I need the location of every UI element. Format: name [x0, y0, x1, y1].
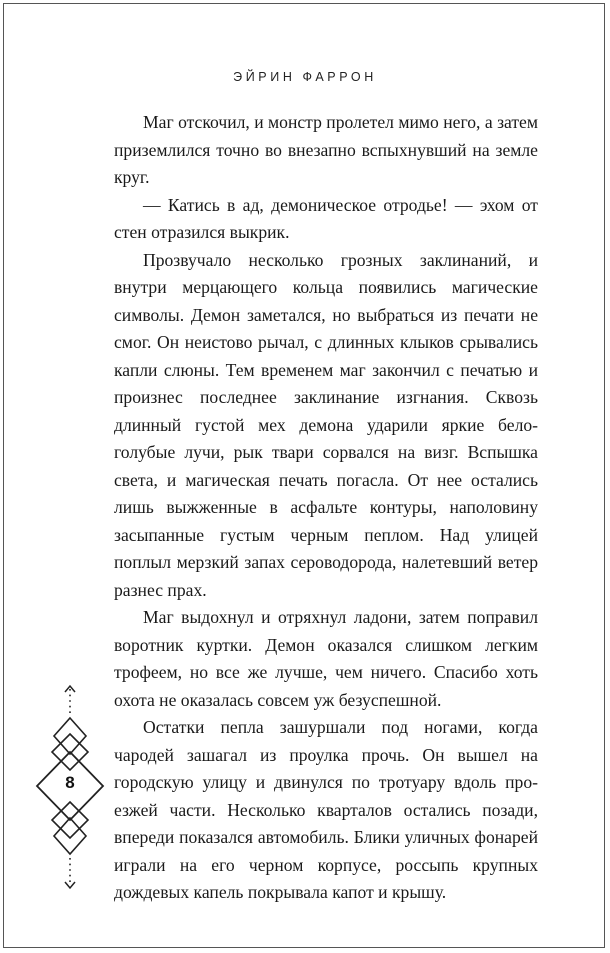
running-head: ЭЙРИН ФАРРОН — [233, 70, 377, 84]
paragraph: Остатки пепла зашуршали под ногами, когда чародей зашагал из проулка прочь. Он вышел на городскую улицу и двинулся по тротуару вдоль проезжей части. Несколько кварталов остались позади, впереди показался автомобиль. Блики уличных фонарей играли на его черном корпусе, россыпь крупных дождевых капель покрывала капот и крышу. — [114, 717, 538, 902]
paragraph: Прозвучало несколько грозных заклинаний, и внутри мерцающего кольца появились магические символы. Демон заметался, но выбраться из печати не смог. Он неистово рычал, с длинных клыков срывались капли слюны. Тем временем маг закончил с печатью и произнес последнее заклинание изгнания. Сквозь длинный густой мех демона ударили яркие бело-голубые лучи, рык твари сорвался на визг. Вспышка света, и магическая печать погасла. От нее остались лишь выжженные в асфальте контуры, наполовину засыпанные густым черным пеплом. Над улицей поплыл мерзкий запах сероводорода, налетевший ветер разнес прах. — [114, 249, 538, 600]
paragraph: — Катись в ад, демоническое отродье! — эхом от стен отразился выкрик. — [114, 194, 538, 242]
body-text — [114, 109, 538, 907]
page-number: 8 — [65, 773, 75, 792]
paragraph: Маг выдохнул и отряхнул ладони, затем поправил воротник куртки. Демон оказался слишком легким трофеем, но все же лучше, чем ничего. Спасибо хоть охота не оказалась совсем уж безуспешной. — [114, 607, 538, 710]
paragraph: Маг отскочил, и монстр пролетел мимо него, а затем приземлился точно во внезапно вспыхнувший на земле круг. — [114, 112, 538, 187]
